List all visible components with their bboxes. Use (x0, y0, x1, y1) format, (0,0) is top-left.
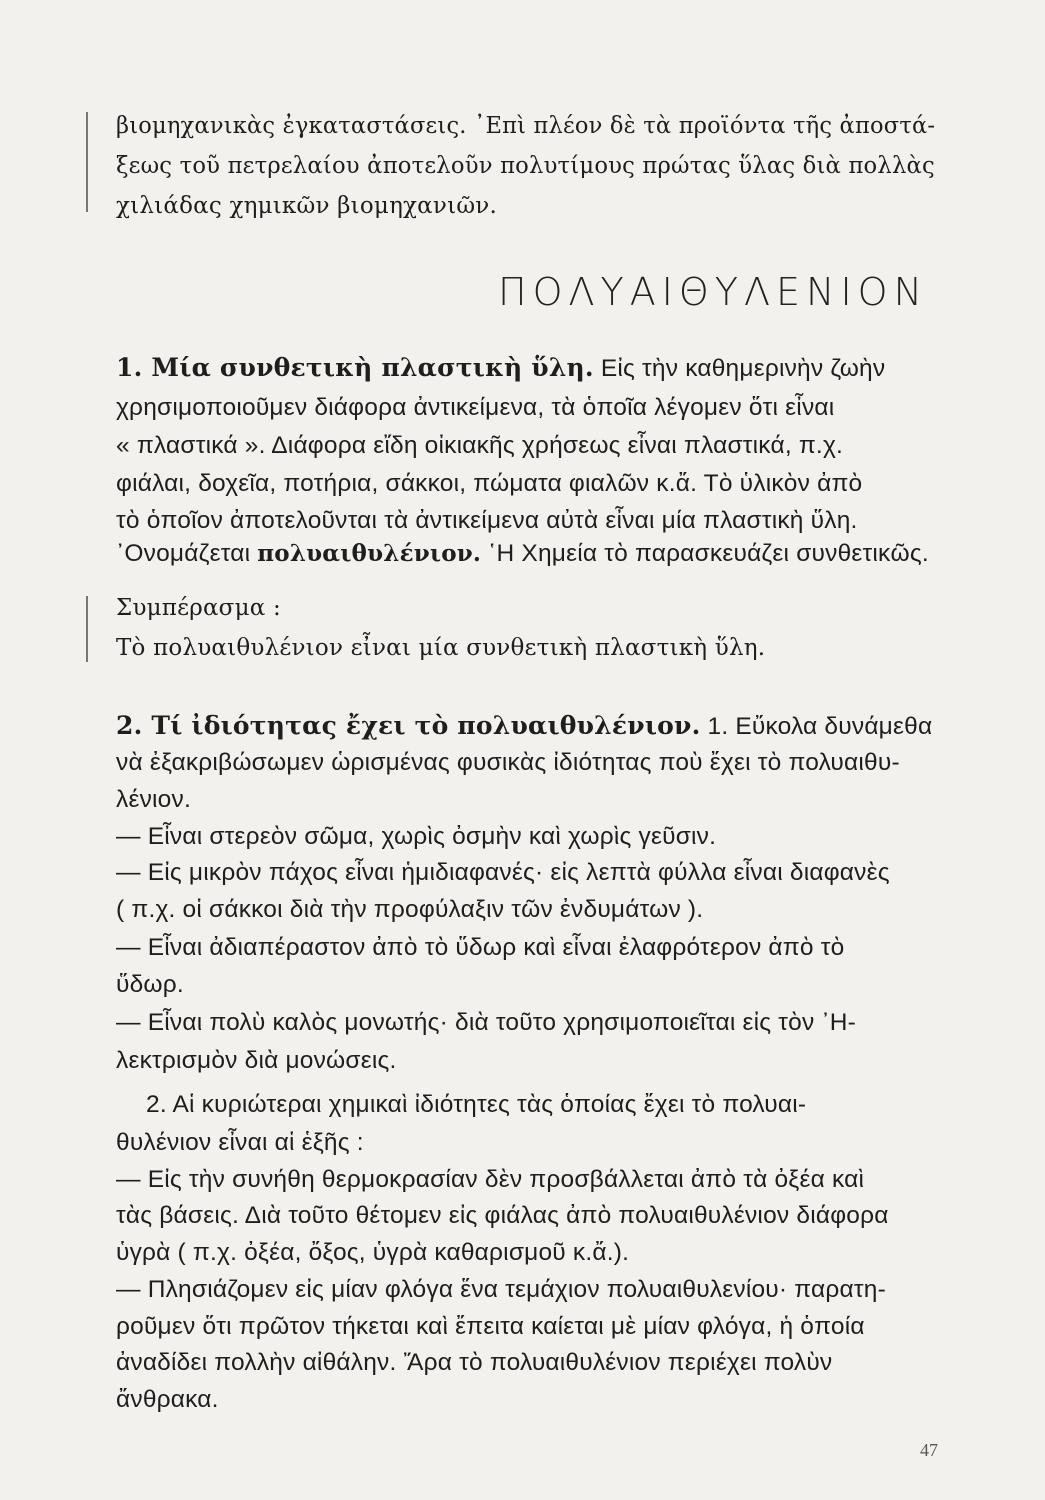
section2-text: 1. Εὔκολα δυνάμεθα (700, 713, 933, 740)
section1-heading: 1. Μία συνθετικὴ πλαστικὴ ὕλη. (116, 353, 594, 382)
chapter-title: ΠΟΛΥΑΙΘΥΛΕΝΙΟΝ (498, 270, 928, 314)
bold-term: πολυαιθυλένιον. (257, 540, 482, 567)
section2-line: ἀναδίδει πολλὴν αἰθάλην. Ἄρα τὸ πολυαιθυλένιον περιέχει πολὺν (116, 1349, 833, 1376)
section2-line: λεκτρισμὸν διὰ μονώσεις. (116, 1047, 397, 1074)
section1-text: ῾Η Χημεία τὸ παρασκευάζει συνθετικῶς. (481, 540, 929, 567)
section2-first-line (116, 708, 932, 745)
section2-line: λένιον. (116, 786, 191, 813)
section2-line: — Πλησιάζομεν εἰς μίαν φλόγα ἕνα τεμάχιον πολυαιθυλενίου· παρατη- (116, 1276, 886, 1303)
section2-line: 2. Αἱ κυριώτεραι χημικαὶ ἰδιότητες τὰς ὁποίας ἔχει τὸ πολυαι- (146, 1091, 807, 1118)
section2-line: — Εἶναι στερεὸν σῶμα, χωρὶς ὀσμὴν καὶ χωρὶς γεῦσιν. (116, 823, 717, 850)
section2-line: νὰ ἐξακριβώσωμεν ὡρισμένας φυσικὰς ἰδιότητας ποὺ ἔχει τὸ πολυαιθυ- (116, 749, 900, 776)
section2-line: ὕδωρ. (116, 971, 184, 998)
margin-bar-conclusion (86, 596, 88, 662)
intro-line: ξεως τοῦ πετρελαίου ἀποτελοῦν πολυτίμους πρώτας ὕλας διὰ πολλὰς (116, 153, 935, 179)
section2-line: ροῦμεν ὅτι πρῶτον τήκεται καὶ ἔπειτα καίεται μὲ μίαν φλόγα, ἡ ὁποία (116, 1313, 865, 1340)
section2-heading: 2. Τί ἰδιότητας ἔχει τὸ πολυαιθυλένιον. (116, 711, 701, 740)
section1-text: Εἰς τὴν καθημερινὴν ζωὴν (593, 355, 886, 382)
section2-line: — Εἶναι πολὺ καλὸς μονωτής· διὰ τοῦτο χρησιμοποιεῖται εἰς τὸν ᾽Η- (116, 1009, 857, 1036)
section2-line: ἄνθρακα. (116, 1386, 219, 1413)
section2-line: θυλένιον εἶναι αἱ ἑξῆς : (116, 1129, 364, 1156)
conclusion-label: Συμπέρασμα : (116, 595, 281, 621)
section1-line: « πλαστικά ». Διάφορα εἴδη οἰκιακῆς χρήσεως εἶναι πλαστικά, π.χ. (116, 432, 844, 459)
section2-line: ( π.χ. οἱ σάκκοι διὰ τὴν προφύλαξιν τῶν ἐνδυμάτων ). (116, 896, 704, 923)
section1-line: τὸ ὁποῖον ἀποτελοῦνται τὰ ἀντικείμενα αὐτὰ εἶναι μία πλαστικὴ ὕλη. (116, 507, 858, 534)
section2-line: τὰς βάσεις. Διὰ τοῦτο θέτομεν εἰς φιάλας ἀπὸ πολυαιθυλένιον διάφορα (116, 1202, 889, 1229)
section1-text: ᾽Ονομάζεται (116, 540, 258, 567)
section2-line: — Εἰς τὴν συνήθη θερμοκρασίαν δὲν προσβάλλεται ἀπὸ τὰ ὀξέα καὶ (116, 1166, 865, 1193)
page-number: 47 (920, 1440, 938, 1460)
intro-line: βιομηχανικὰς ἐγκαταστάσεις. ᾽Επὶ πλέον δὲ τὰ προϊόντα τῆς ἀποστά- (116, 113, 936, 139)
section1-first-line (116, 350, 885, 387)
margin-bar-top (86, 112, 88, 212)
conclusion-text: Τὸ πολυαιθυλένιον εἶναι μία συνθετικὴ πλαστικὴ ὕλη. (116, 635, 766, 661)
section1-last-line (116, 536, 929, 572)
section1-line: χρησιμοποιοῦμεν διάφορα ἀντικείμενα, τὰ ὁποῖα λέγομεν ὅτι εἶναι (116, 394, 835, 421)
section2-line: — Εἰς μικρὸν πάχος εἶναι ἡμιδιαφανές· εἰς λεπτὰ φύλλα εἶναι διαφανὲς (116, 859, 890, 886)
section1-line: φιάλαι, δοχεῖα, ποτήρια, σάκκοι, πώματα φιαλῶν κ.ἄ. Τὸ ὑλικὸν ἀπὸ (116, 470, 863, 497)
section2-line: ὑγρὰ ( π.χ. ὀξέα, ὄξος, ὑγρὰ καθαρισμοῦ κ.ἄ.). (116, 1239, 630, 1266)
section2-line: — Εἶναι ἀδιαπέραστον ἀπὸ τὸ ὕδωρ καὶ εἶναι ἐλαφρότερον ἀπὸ τὸ (116, 934, 845, 961)
intro-line: χιλιάδας χημικῶν βιομηχανιῶν. (116, 193, 497, 219)
